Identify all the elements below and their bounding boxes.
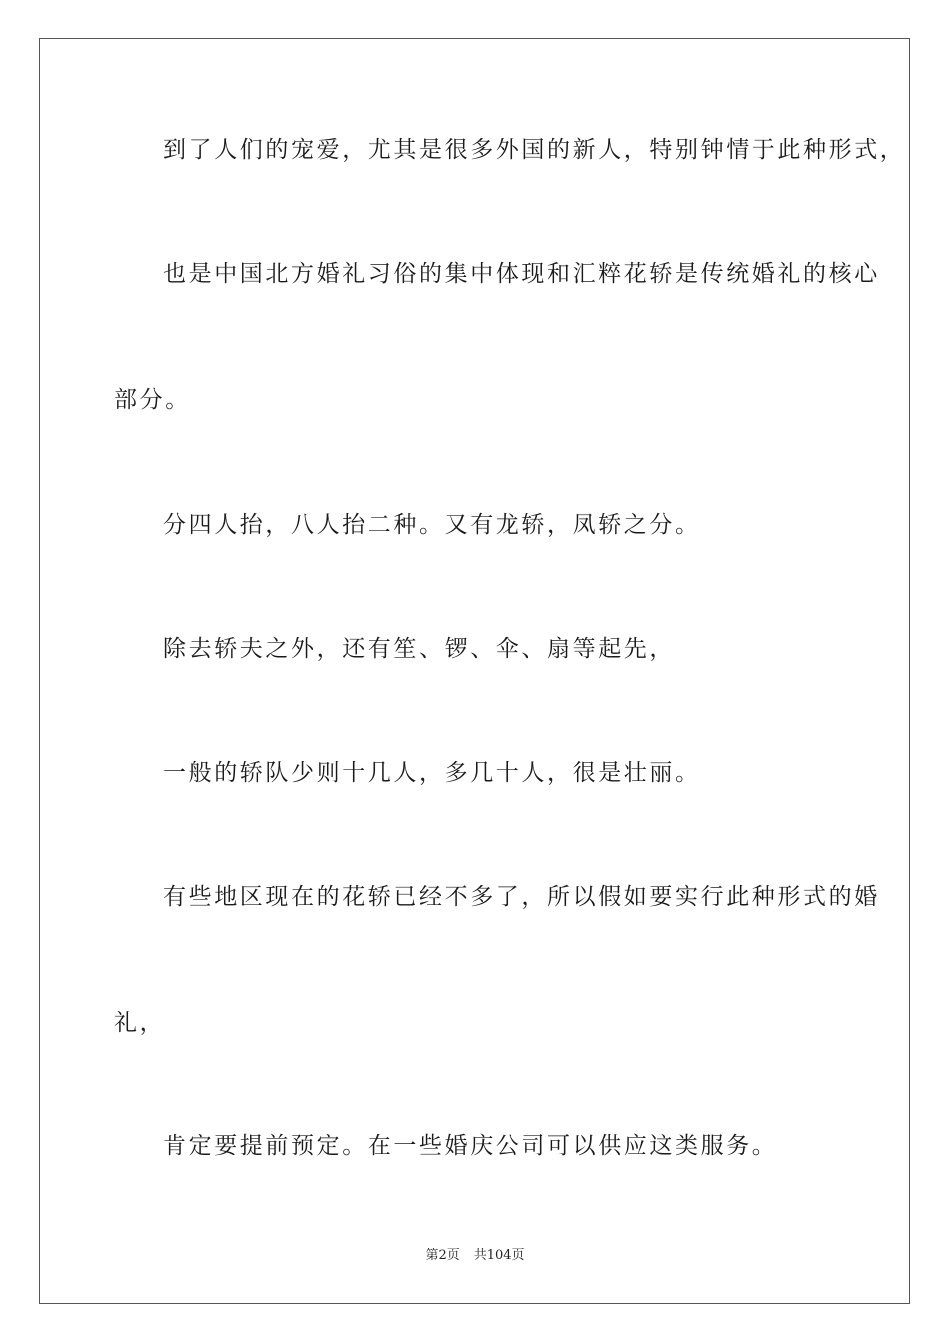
- page-number: 第2页: [425, 1248, 460, 1263]
- text-line: 有些地区现在的花轿已经不多了，所以假如要实行此种形式的婚: [163, 884, 880, 910]
- text-line: 礼，: [114, 1010, 166, 1036]
- text-line: 分四人抬，八人抬二种。又有龙轿，凤轿之分。: [163, 512, 701, 538]
- text-line: 肯定要提前预定。在一些婚庆公司可以供应这类服务。: [163, 1133, 778, 1159]
- page-footer: [0, 1244, 950, 1263]
- page-frame: [39, 38, 910, 1304]
- text-line: 部分。: [114, 387, 191, 413]
- text-line: 也是中国北方婚礼习俗的集中体现和汇粹花轿是传统婚礼的核心: [163, 261, 880, 287]
- text-line: 除去轿夫之外，还有笙、锣、伞、扇等起先，: [163, 636, 675, 662]
- page-total: 共104页: [473, 1248, 525, 1263]
- text-line: 到了人们的宠爱，尤其是很多外国的新人，特别钟情于此种形式，: [163, 137, 906, 163]
- text-line: 一般的轿队少则十几人，多几十人，很是壮丽。: [163, 760, 701, 786]
